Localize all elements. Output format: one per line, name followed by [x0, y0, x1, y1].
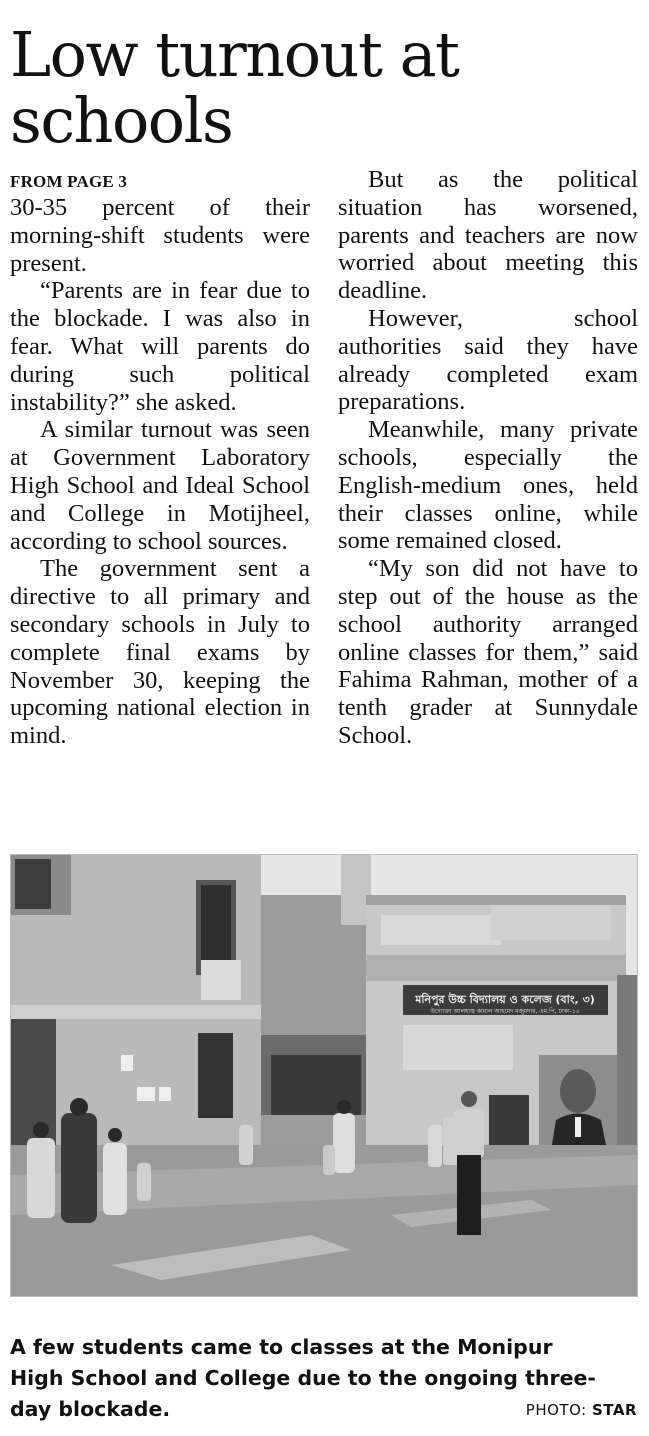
- banner-subtext: উদ্যোক্তা আলহাজ্ব কামাল আহমেদ মজুমদার, এম.পি, ঢাকা-১৫: [430, 1008, 580, 1015]
- photo-caption: A few students came to classes at the Monipur High School and College due to the ongoing three-day blockade.: [10, 1335, 596, 1421]
- paragraph: “My son did not have to step out of the house as the school authority arranged online classes for them,” said Fahima Rahman, mother of a tenth grader at Sunnydale School.: [338, 555, 638, 749]
- article-column-right: [338, 166, 638, 750]
- paragraph: A similar turnout was seen at Government Laboratory High School and Ideal School and College in Motijheel, according to school sources.: [10, 416, 310, 555]
- paragraph: However, school authorities said they have already completed exam preparations.: [338, 304, 638, 416]
- paragraph: 30-35 percent of their morning-shift students were present.: [10, 194, 310, 277]
- credit-source: STAR: [591, 1401, 637, 1419]
- banner-text: মনিপুর উচ্চ বিদ্যালয় ও কলেজ (বাং, ৩): [415, 993, 595, 1006]
- paragraph: Meanwhile, many private schools, especially the English-medium ones, held their classes online, while some remained closed.: [338, 416, 638, 555]
- jump-line: FROM PAGE 3: [10, 172, 128, 191]
- news-photo: [10, 854, 638, 1297]
- paragraph: But as the political situation has worsened, parents and teachers are now worried about meeting this deadline.: [338, 166, 638, 305]
- headline: Low turnout at schools: [10, 18, 459, 157]
- credit-label: PHOTO:: [525, 1401, 587, 1419]
- paragraph: “Parents are in fear due to the blockade. I was also in fear. What will parents do during such political instability?” she asked.: [10, 277, 310, 416]
- article-column-left: [10, 194, 310, 750]
- photo-credit: [526, 1401, 637, 1419]
- paragraph: The government sent a directive to all primary and secondary schools in July to complete final exams by November 30, keeping the upcoming national election in mind.: [10, 555, 310, 750]
